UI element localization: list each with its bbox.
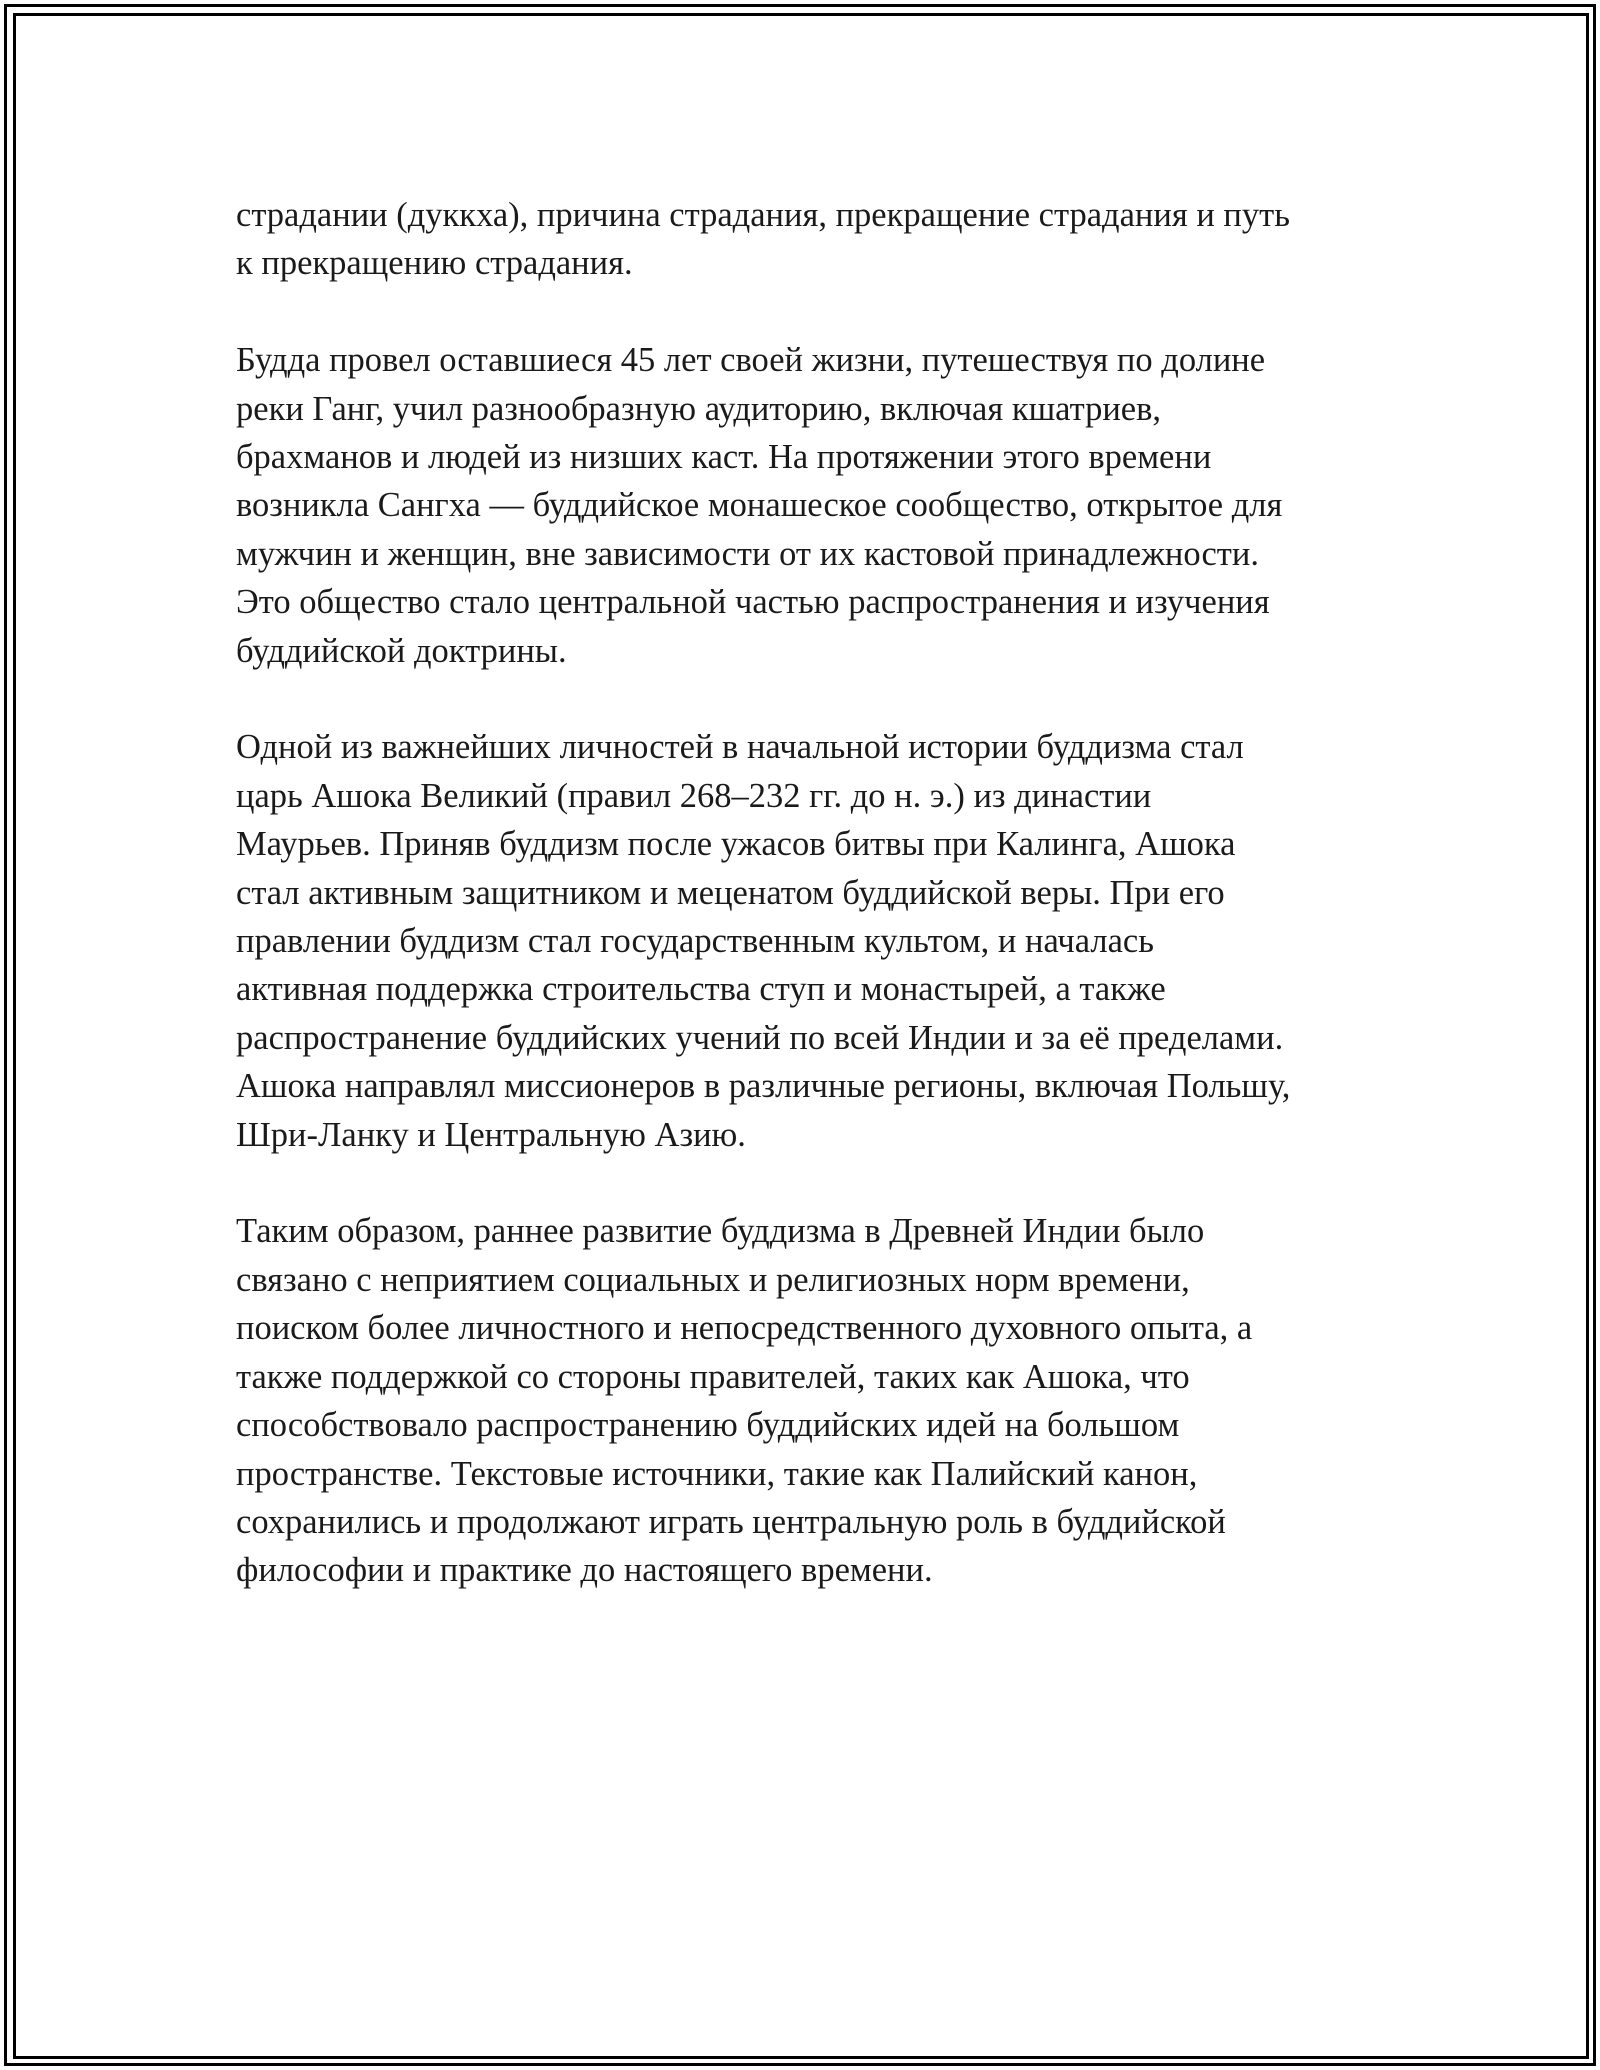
paragraph-buddha-teaching-sangha (236, 336, 1396, 675)
text-line: царь Ашока Великий (правил 268–232 гг. до н. э.) из династии (236, 776, 1152, 815)
paragraph-ashoka (236, 723, 1396, 1159)
text-line: к прекращению страдания. (236, 244, 633, 283)
text-line: Это общество стало центральной частью распространения и изучения (236, 583, 1270, 622)
text-line: сохранились и продолжают играть центральную роль в буддийской (236, 1502, 1226, 1541)
text-line: реки Ганг, учил разнообразную аудиторию, включая кшатриев, (236, 389, 1162, 428)
document-body (236, 191, 1396, 1643)
text-line: также поддержкой со стороны правителей, таких как Ашока, что (236, 1357, 1190, 1396)
text-line: правлении буддизм стал государственным культом, и началась (236, 922, 1154, 961)
text-line: брахманов и людей из низших каст. На протяжении этого времени (236, 438, 1212, 477)
text-line: Ашока направлял миссионеров в различные регионы, включая Польшу, (236, 1067, 1291, 1106)
text-line: буддийской доктрины. (236, 631, 567, 670)
text-line: поиском более личностного и непосредственного духовного опыта, а (236, 1309, 1253, 1348)
text-line: мужчин и женщин, вне зависимости от их кастовой принадлежности. (236, 534, 1259, 573)
text-line: Таким образом, раннее развитие буддизма в Древней Индии было (236, 1212, 1205, 1251)
text-line: страдании (дуккха), причина страдания, прекращение страдания и путь (236, 196, 1290, 234)
paragraph-conclusion (236, 1207, 1396, 1594)
text-line: философии и практике до настоящего времени. (236, 1551, 933, 1590)
text-line: Будда провел оставшиеся 45 лет своей жизни, путешествуя по долине (236, 341, 1266, 380)
text-line: Маурьев. Приняв буддизм после ужасов битвы при Калинга, Ашока (236, 825, 1236, 864)
paragraph-suffering-truths (236, 191, 1396, 288)
text-line: связано с неприятием социальных и религиозных норм времени, (236, 1260, 1190, 1299)
text-line: возникла Сангха — буддийское монашеское сообщество, открытое для (236, 486, 1283, 525)
text-line: активная поддержка строительства ступ и монастырей, а также (236, 970, 1166, 1009)
text-line: пространстве. Текстовые источники, такие как Палийский канон, (236, 1454, 1198, 1493)
text-line: Шри-Ланку и Центральную Азию. (236, 1115, 746, 1154)
text-line: Одной из важнейших личностей в начальной истории буддизма стал (236, 728, 1244, 767)
text-line: распространение буддийских учений по всей Индии и за её пределами. (236, 1018, 1284, 1057)
text-line: способствовало распространению буддийских идей на большом (236, 1406, 1180, 1445)
text-line: стал активным защитником и меценатом буддийской веры. При его (236, 873, 1225, 912)
